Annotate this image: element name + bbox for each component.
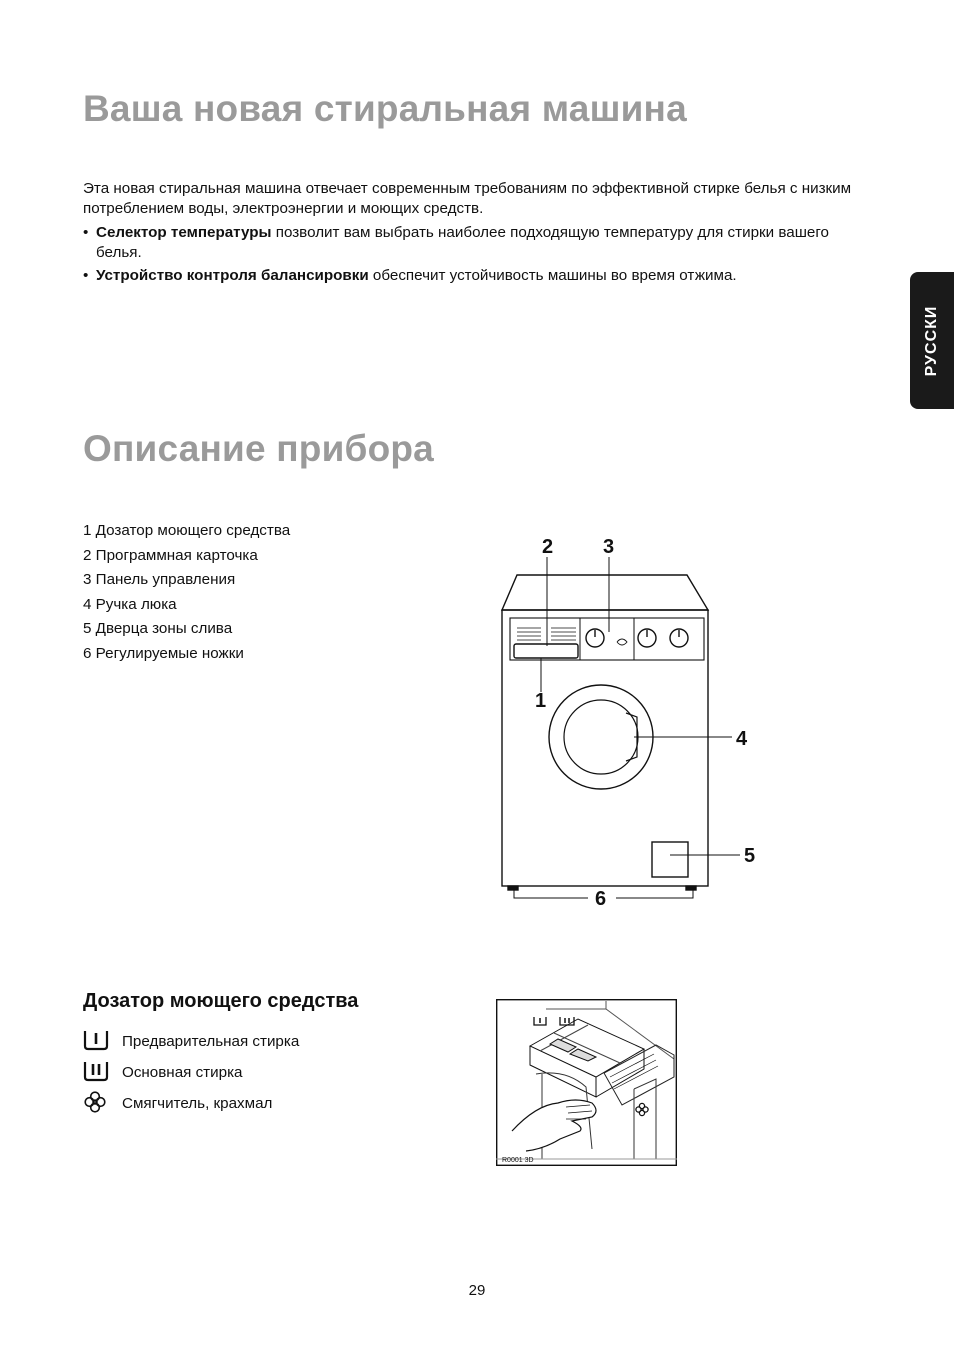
callout-number: 4 <box>736 728 748 750</box>
callout-number: 6 <box>595 888 607 910</box>
bullet-bold-term: Селектор температуры <box>96 224 272 241</box>
intro-paragraph: Эта новая стиральная машина отвечает современным требованиям по эффективной стирке белья с низким потреблением воды, электроэнергии и моющих средств. <box>83 180 852 217</box>
drain-flap <box>652 842 688 877</box>
bullet-item <box>83 223 873 263</box>
section-title-description: Описание прибора <box>83 428 434 469</box>
page-number: 29 <box>468 1282 486 1299</box>
dispenser-item-label: Основная стирка <box>122 1064 243 1081</box>
callout-number: 1 <box>535 690 547 712</box>
list-item: 6 Регулируемые ножки <box>83 644 244 662</box>
control-panel <box>510 618 704 660</box>
dispenser-item-label: Смягчитель, крахмал <box>122 1095 273 1112</box>
adjustable-foot <box>508 886 518 890</box>
section-title-dispenser: Дозатор моющего средства <box>83 990 359 1012</box>
bullet-item <box>83 266 873 286</box>
washing-machine-diagram <box>490 530 780 920</box>
list-item: 1 Дозатор моющего средства <box>83 522 291 539</box>
list-item: 4 Ручка люка <box>83 595 177 613</box>
parts-list <box>83 519 290 667</box>
callout-number: 3 <box>603 536 615 558</box>
bullet-bold-term: Устройство контроля балансировки <box>96 267 369 284</box>
dispenser-item-label: Предварительная стирка <box>122 1033 300 1050</box>
softener-flower-icon <box>83 1091 109 1113</box>
list-item: 3 Панель управления <box>83 571 236 589</box>
language-tab <box>910 272 954 409</box>
bullet-dot: • <box>83 224 89 241</box>
prewash-compartment-icon <box>83 1029 109 1051</box>
door-glass <box>564 700 638 774</box>
list-item: 5 Дверца зоны слива <box>83 620 233 638</box>
callout-number: 5 <box>744 845 756 867</box>
mainwash-compartment-icon <box>83 1060 109 1082</box>
page-title: Ваша новая стиральная машина <box>83 88 687 129</box>
detergent-drawer <box>514 644 578 658</box>
language-tab-label: РУССКИ <box>923 305 940 376</box>
figure-code: R0001 3D <box>502 1157 534 1164</box>
indicator-lamp <box>617 639 627 645</box>
bullet-text: обеспечит устойчивость машины во время отжима. <box>368 267 737 284</box>
bullet-dot: • <box>83 267 89 284</box>
machine-body <box>502 610 708 886</box>
list-item: 2 Программная карточка <box>83 546 258 564</box>
callout-number: 2 <box>542 536 554 558</box>
adjustable-foot <box>686 886 696 890</box>
machine-top <box>502 575 708 610</box>
dispenser-illustration <box>496 999 677 1166</box>
bullet-text: позволит вам выбрать наиболее подходящую температуру для стирки вашего белья. <box>96 224 830 261</box>
